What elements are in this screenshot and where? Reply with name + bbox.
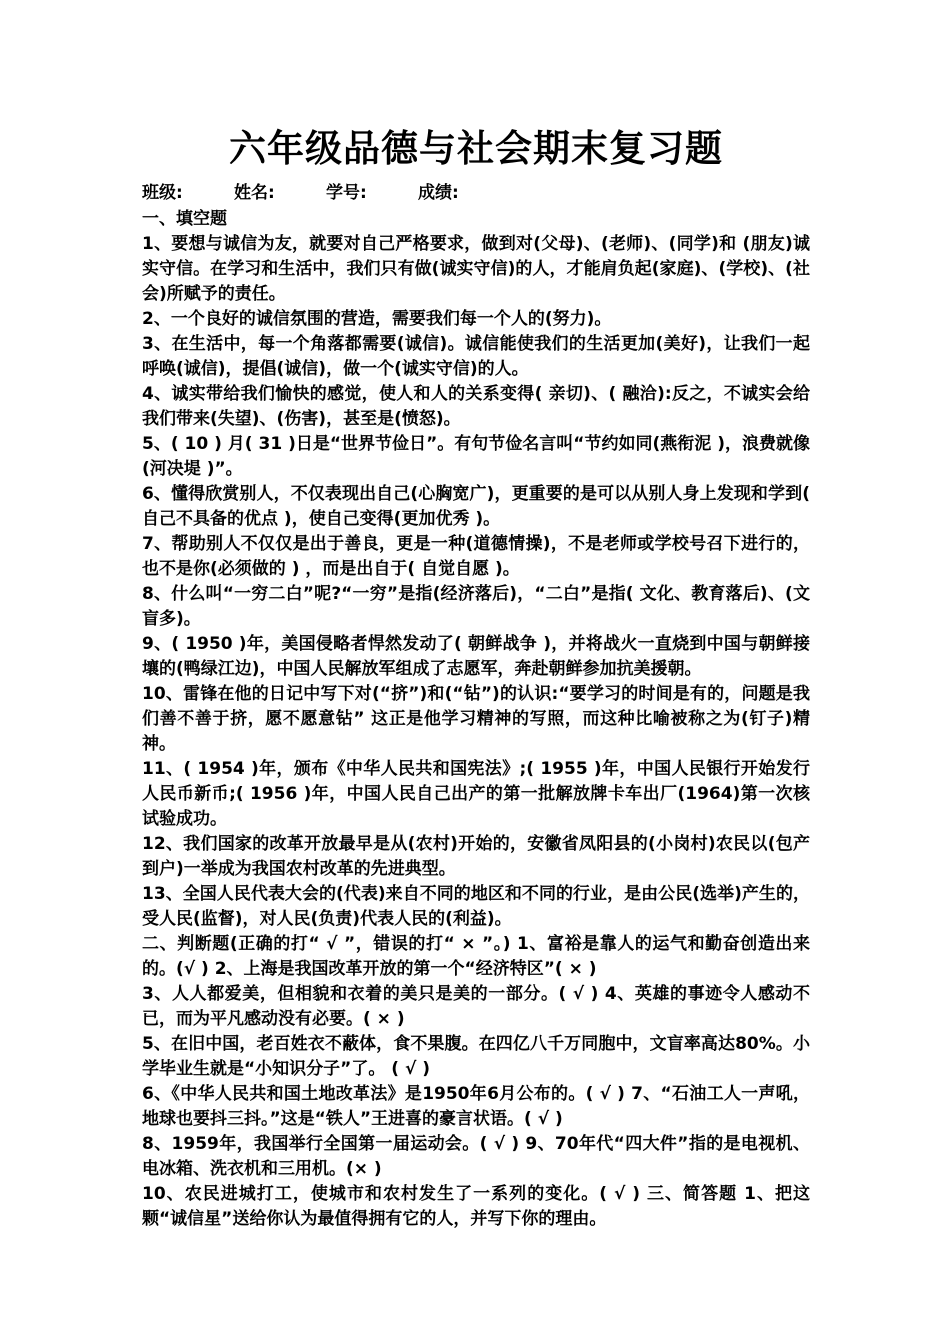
document-page — [142, 122, 810, 1232]
student-number-label: 学号: — [326, 183, 367, 203]
section-heading-fill-blank: 一、填空题 — [142, 209, 227, 229]
question-paragraph: 3、在生活中，每一个角落都需要(诚信)。诚信能使我们的生活更加(美好)，让我们一起呼唤(诚信)，提倡(诚信)，做一个(诚实守信)的人。 — [142, 334, 810, 379]
question-paragraph: 12、我们国家的改革开放最早是从(农村)开始的，安徽省凤阳县的(小岗村)农民以(包产到户)一举成为我国农村改革的先进典型。 — [142, 834, 810, 879]
question-paragraph: 5、( 10 ) 月( 31 )日是“世界节俭日”。有句节俭名言叫“节约如同(燕衔泥 )，浪费就像(河决堤 )”。 — [142, 434, 810, 479]
question-paragraph: 7、帮助别人不仅仅是出于善良，更是一种(道德情操)，不是老师或学校号召下进行的，也不是你(必须做的 ) ，而是出自于( 自觉自愿 )。 — [142, 534, 810, 579]
question-paragraph: 1、要想与诚信为友，就要对自己严格要求，做到对(父母)、(老师)、(同学)和 (朋友)诚实守信。在学习和生活中，我们只有做(诚实守信)的人，才能肩负起(家庭)、(学校)、(社会)所赋予的责任。 — [142, 234, 810, 304]
question-paragraph: 13、全国人民代表大会的(代表)来自不同的地区和不同的行业，是由公民(选举)产生的，受人民(监督)，对人民(负责)代表人民的(利益)。 — [142, 884, 810, 929]
class-label: 班级: — [142, 183, 183, 203]
question-paragraph: 5、在旧中国，老百姓衣不蔽体，食不果腹。在四亿八千万同胞中，文盲率高达80%。小学毕业生就是“小知识分子”了。 ( √ ) — [142, 1034, 810, 1079]
name-label: 姓名: — [234, 183, 275, 203]
question-paragraph: 6、《中华人民共和国土地改革法》是1950年6月公布的。( √ ) 7、“石油工人一声吼，地球也要抖三抖。”这是“铁人”王进喜的豪言状语。( √ ) — [142, 1084, 810, 1129]
question-paragraph: 8、1959年，我国举行全国第一届运动会。( √ ) 9、70年代“四大件”指的是电视机、电冰箱、洗衣机和三用机。(× ) — [142, 1134, 810, 1179]
question-paragraph: 二、判断题(正确的打“ √ ”，错误的打“ × ”。) 1、富裕是靠人的运气和勤奋创造出来的。(√ ) 2、上海是我国改革开放的第一个“经济特区”( × ) — [142, 934, 810, 979]
student-info-row — [142, 180, 810, 206]
question-paragraph: 10、农民进城打工，使城市和农村发生了一系列的变化。( √ ) 三、简答题 1、把这颗“诚信星”送给你认为最值得拥有它的人，并写下你的理由。 — [142, 1184, 810, 1229]
page-title: 六年级品德与社会期末复习题 — [229, 126, 723, 170]
question-paragraph: 3、人人都爱美，但相貌和衣着的美只是美的一部分。( √ ) 4、英雄的事迹令人感动不已，而为平凡感动没有必要。( × ) — [142, 984, 810, 1029]
question-paragraph: 10、雷锋在他的日记中写下对(“挤”)和(“钻”)的认识:“要学习的时间是有的，问题是我们善不善于挤，愿不愿意钻” 这正是他学习精神的写照，而这种比喻被称之为(钉子)精神。 — [142, 684, 810, 754]
question-paragraph: 4、诚实带给我们愉快的感觉，使人和人的关系变得( 亲切)、( 融洽):反之，不诚实会给我们带来(失望)、(伤害)，甚至是(愤怒)。 — [142, 384, 810, 429]
question-paragraph: 2、一个良好的诚信氛围的营造，需要我们每一个人的(努力)。 — [142, 309, 612, 329]
question-paragraph: 9、( 1950 )年，美国侵略者悍然发动了( 朝鲜战争 )，并将战火一直烧到中国与朝鲜接壤的(鸭绿江边)，中国人民解放军组成了志愿军，奔赴朝鲜参加抗美援朝。 — [142, 634, 810, 679]
question-paragraph: 6、懂得欣赏别人，不仅表现出自己(心胸宽广)，更重要的是可以从别人身上发现和学到( 自己不具备的优点 )，使自己变得(更加优秀 )。 — [142, 484, 810, 529]
question-paragraph: 8、什么叫“一穷二白”呢?“一穷”是指(经济落后)，“二白”是指( 文化、教育落后)、(文盲多)。 — [142, 584, 810, 629]
score-label: 成绩: — [418, 183, 459, 203]
question-paragraph: 11、( 1954 )年，颁布《中华人民共和国宪法》;( 1955 )年，中国人民银行开始发行人民币新币;( 1956 )年，中国人民自己出产的第一批解放牌卡车出厂(1964)第一次核试验成功。 — [142, 759, 810, 829]
